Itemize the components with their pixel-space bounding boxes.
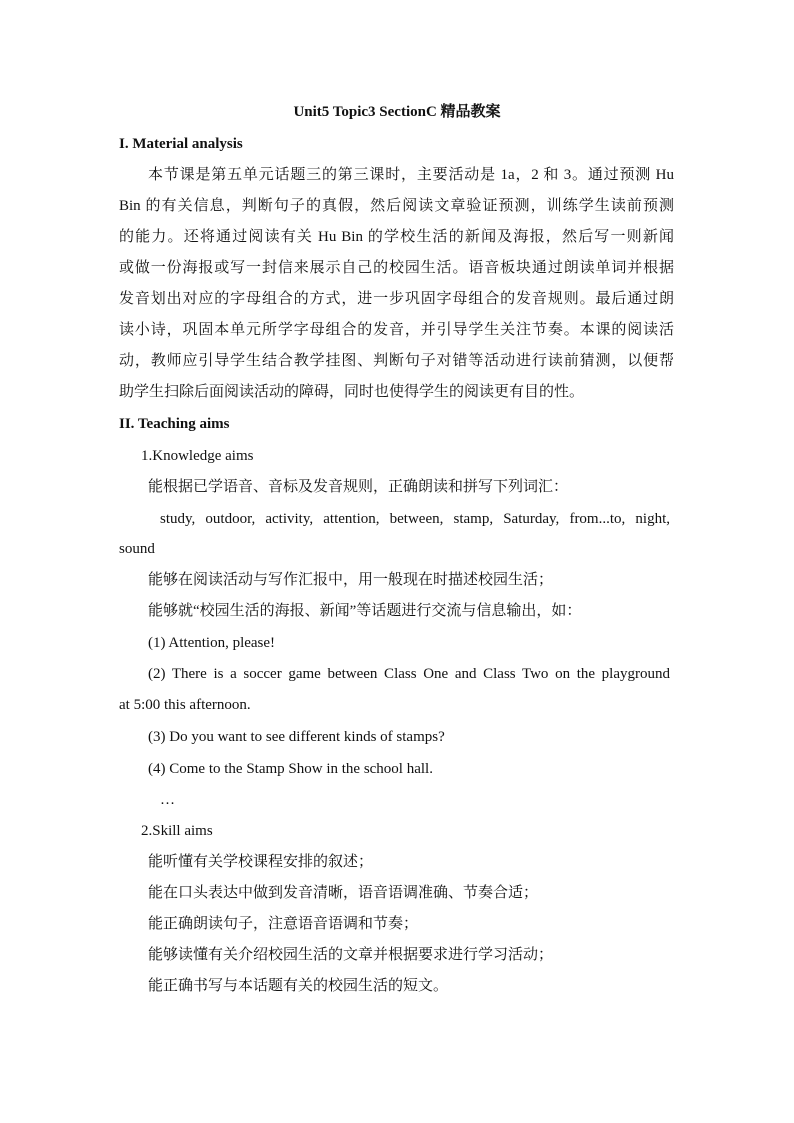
skill-line: 能正确朗读句子，注意语音语调和节奏； — [148, 916, 419, 932]
knowledge-aims-heading: 1.Knowledge aims — [141, 448, 254, 464]
material-analysis-heading: I. Material analysis — [119, 136, 243, 152]
vocabulary-line: sound — [119, 541, 155, 557]
knowledge-intro: 能根据已学语音、音标及发音规则，正确朗读和拼写下列词汇： — [148, 479, 569, 495]
example-sentence: (2) There is a soccer game between Class One and Class Two on the playground — [148, 666, 670, 682]
skill-line: 能在口头表达中做到发音清晰，语音语调准确、节奏合适； — [148, 885, 539, 901]
example-sentence: at 5:00 this afternoon. — [119, 697, 251, 713]
skill-line: 能正确书写与本话题有关的校园生活的短文。 — [148, 978, 449, 994]
material-paragraph-line: 动，教师应引导学生结合教学挂图、判断句子对错等活动进行读前猜测，以便帮 — [119, 353, 674, 369]
knowledge-line: 能够就“校园生活的海报、新闻”等话题进行交流与信息输出，如： — [148, 603, 582, 619]
ellipsis: … — [160, 792, 175, 808]
material-paragraph-line: 助学生扫除后面阅读活动的障碍，同时也使得学生的阅读更有目的性。 — [119, 384, 585, 400]
material-paragraph-line: Bin 的有关信息，判断句子的真假，然后阅读文章验证预测，训练学生读前预测 — [119, 198, 674, 214]
skill-line: 能够读懂有关介绍校园生活的文章并根据要求进行学习活动； — [148, 947, 554, 963]
skill-aims-heading: 2.Skill aims — [141, 823, 213, 839]
vocabulary-line: study, outdoor, activity, attention, between, stamp, Saturday, from...to, night, — [160, 511, 670, 527]
skill-line: 能听懂有关学校课程安排的叙述； — [148, 854, 374, 870]
material-paragraph-line: 的能力。还将通过阅读有关 Hu Bin 的学校生活的新闻及海报，然后写一则新闻 — [119, 229, 674, 245]
material-paragraph-line: 发音划出对应的字母组合的方式，进一步巩固字母组合的发音规则。最后通过朗 — [119, 291, 674, 307]
document-title: Unit5 Topic3 SectionC 精品教案 — [293, 104, 501, 120]
material-paragraph-line: 本节课是第五单元话题三的第三课时，主要活动是 1a，2 和 3。通过预测 Hu — [148, 167, 674, 183]
example-sentence: (1) Attention, please! — [148, 635, 276, 651]
knowledge-line: 能够在阅读活动与写作汇报中，用一般现在时描述校园生活； — [148, 572, 554, 588]
example-sentence: (3) Do you want to see different kinds of stamps? — [148, 729, 445, 745]
material-paragraph-line: 或做一份海报或写一封信来展示自己的校园生活。语音板块通过朗读单词并根据 — [119, 260, 674, 276]
material-paragraph-line: 读小诗，巩固本单元所学字母组合的发音，并引导学生关注节奏。本课的阅读活 — [119, 322, 674, 338]
teaching-aims-heading: II. Teaching aims — [119, 416, 230, 432]
example-sentence: (4) Come to the Stamp Show in the school hall. — [148, 761, 433, 777]
